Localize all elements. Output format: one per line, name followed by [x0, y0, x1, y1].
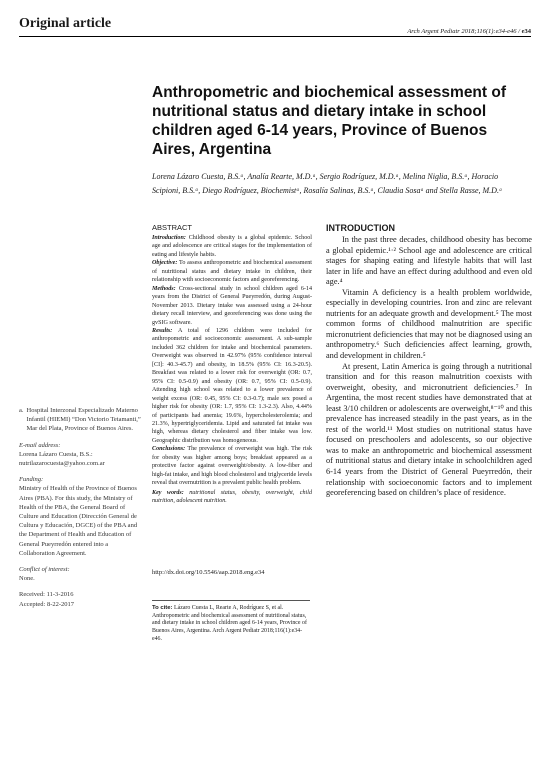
abstract-text: Cross-sectional study in school children aged 6-14 years from the District of General Pueyrredón, during August-November 2013. Dietary intake was assessed using a 24-hour dietary recall interview, and georeferencing was done using the gvSIG software.	[152, 285, 312, 326]
abstract-label: Methods:	[152, 285, 176, 292]
abstract-label: Key words:	[152, 489, 184, 496]
abstract-paragraph	[152, 234, 312, 259]
funding-text: Ministry of Health of the Province of Buenos Aires (PBA). For this study, the Ministry of Health of the PBA, the General Board of Culture and Education (Dirección General de Cultura y Educación, DGCE) of the PBA and the Department of Health and Education of General Pueyrredón entered into a Collaboration Agreement.	[19, 485, 138, 557]
accepted-date: Accepted: 8-22-2017	[19, 600, 75, 608]
abstract-paragraph	[152, 445, 312, 487]
funding-label: Funding:	[19, 476, 44, 484]
abstract-text: Childhood obesity is a global epidemic. School age and adolescence are critical stages for the implementation of eating and lifestyle habits.	[152, 235, 312, 258]
journal-reference: Arch Argent Pediatr 2018;116(1):e34-e46	[407, 28, 517, 35]
abstract-paragraph	[152, 259, 312, 284]
abstract-paragraph	[152, 327, 312, 445]
email-block	[19, 441, 145, 469]
keywords	[152, 489, 312, 506]
received-date: Received: 11-3-2016	[19, 591, 74, 599]
abstract-text: nutritional status, obesity, overweight, child nutrition, adolescent nutrition.	[152, 489, 312, 505]
citation-box	[152, 600, 310, 644]
abstract-body	[152, 234, 312, 506]
introduction-body	[326, 235, 532, 499]
abstract-label: Results:	[152, 327, 173, 334]
dates-block	[19, 590, 145, 608]
abstract-heading: ABSTRACT	[152, 223, 193, 232]
article-title: Anthropometric and biochemical assessment of nutritional status and dietary intake in school children aged 6-14 years, Province of Buenos Aires, Argentina	[152, 84, 507, 158]
abstract-paragraph	[152, 285, 312, 327]
affiliation	[19, 406, 145, 434]
abstract-text: A total of 1296 children were included for anthropometric and socioeconomic assessment. A sub-sample included 362 children for intake and biochemical parameters. Overweight was observed in 42.97% (95% confidence interval [CI]: 40.3-45.7) and obesity, in 18.5% (95% CI: 16.3-20.5). Breakfast was related to a lower risk for overweight (OR: 0.7, 95% CI: 0.5-0.9) and obesity (OR: 0.7, 95% CI: 0.5-0.9). Attending high school was related to a lower prevalence of weight excess (OR: 0.45, 95% CI: 0.3-0.7); male sex posed a higher risk for obesity (OR: 1.7, 95% CI: 1.3-2.3). Also, 4.44% of participants had anemia; 19.6%, hypercholesterolemia; and 21.3%, hypertriglyceridemia. Lipid and saturated fat intake was high, whereas dietary cholesterol and fiber intake was low. Geographic distribution was homogeneous.	[152, 327, 312, 444]
conflict-text: None.	[19, 575, 35, 583]
introduction-paragraph: At present, Latin America is going through a nutritional transition and for this reason malnutrition coexists with overweight, obesity, and micronutrient deficiencies.⁷ In Argentina, the most recent studies have demonstrated that at least 3/10 children or adolescents are overweight,⁸⁻¹⁰ and this prevalence has increased steadily in the past years, as in the rest of the world.¹¹ Most studies on nutritional status have focused on preschoolers and adolescents, so our objective was to make an anthropometric and biochemical assessment of nutritional status and dietary intake in schoolchildren aged 6-14 years from the District of General Pueyrredón, their relationship with socioeconomic factors and to implement georeferencing based on children’s place of residence.	[326, 361, 532, 498]
author-list: Lorena Lázaro Cuesta, B.S.ᵃ, Analía Rearte, M.D.ᵃ, Sergio Rodríguez, M.D.ᵃ, Melina Niglia, B.S.ᵃ, Horacio Scipioni, B.S.ᵃ, Diego Rodríguez, Biochemistᵃ, Rosalía Salinas, B.S.ᵃ, Claudia Sosaᵃ and Stella Rasse, M.D.ᵃ	[152, 172, 503, 195]
citation-text: Lázaro Cuesta L, Rearte A, Rodríguez S, et al. Anthropometric and biochemical assessment of nutritional status, and dietary intake in school children aged 6-14 years, Province of Buenos Aires, Argentina. Arch Argent Pediatr 2018;116(1):e34-e46.	[152, 605, 307, 642]
introduction-heading: INTRODUCTION	[326, 223, 395, 233]
abstract-text: To assess anthropometric and biochemical assessment of nutritional status and dietary intake in children, their relationship with socioeconomic factors and georeferencing.	[152, 260, 312, 284]
section-label: Original article	[19, 16, 112, 31]
abstract-text: The prevalence of overweight was high. The risk for obesity was higher among boys; breakfast appeared as a protective factor against overweight/obesity. A low-fiber and high-fat intake, and high blood cholesterol and triglyceride levels reveal that overnutrition is a prevalent public health problem.	[152, 446, 312, 487]
funding-block	[19, 475, 145, 558]
header-rule	[19, 36, 531, 37]
abstract-label: Objective:	[152, 260, 178, 267]
abstract-label: Conclusions:	[152, 446, 186, 453]
introduction-paragraph: Vitamin A deficiency is a health problem worldwide, especially in developing countries. Iron and zinc are relevant nutrients for an adequate growth and development.⁵ The most common forms of childhood malnutrition are specific micronutrient deficiencies that may not be diagnosed using an anthropometry.⁶ Such deficiencies affect learning, growth, and development in children.⁵	[326, 287, 532, 361]
affiliation-mark: a.	[19, 407, 24, 414]
citation-label: To cite:	[152, 605, 173, 611]
article-sidebar	[19, 406, 145, 609]
doi-link[interactable]: http://dx.doi.org/10.5546/aap.2018.eng.e34	[152, 569, 265, 576]
email-label: E-mail address:	[19, 441, 61, 449]
conflict-label: Conflict of interest:	[19, 566, 70, 574]
page-number: e34	[521, 28, 531, 35]
journal-header: Arch Argent Pediatr 2018;116(1):e34-e46 / e34	[407, 28, 531, 35]
conflict-block	[19, 565, 145, 583]
introduction-paragraph: In the past three decades, childhood obesity has become a global epidemic.¹·² School age and adolescence are critical stages for shaping eating and lifestyle habits that will last later in life and have an effect during adulthood and even old age.⁴	[326, 235, 532, 287]
email-address[interactable]: Lorena Lázaro Cuesta, B.S.: nutrilazarocuesta@yahoo.com.ar	[19, 450, 105, 468]
affiliation-text: Hospital Interzonal Especializado Materno Infantil (HIEMI) “Don Victorio Tetamanti,” Mar del Plata, Province of Buenos Aires.	[26, 407, 141, 433]
abstract-label: Introduction:	[152, 235, 186, 241]
